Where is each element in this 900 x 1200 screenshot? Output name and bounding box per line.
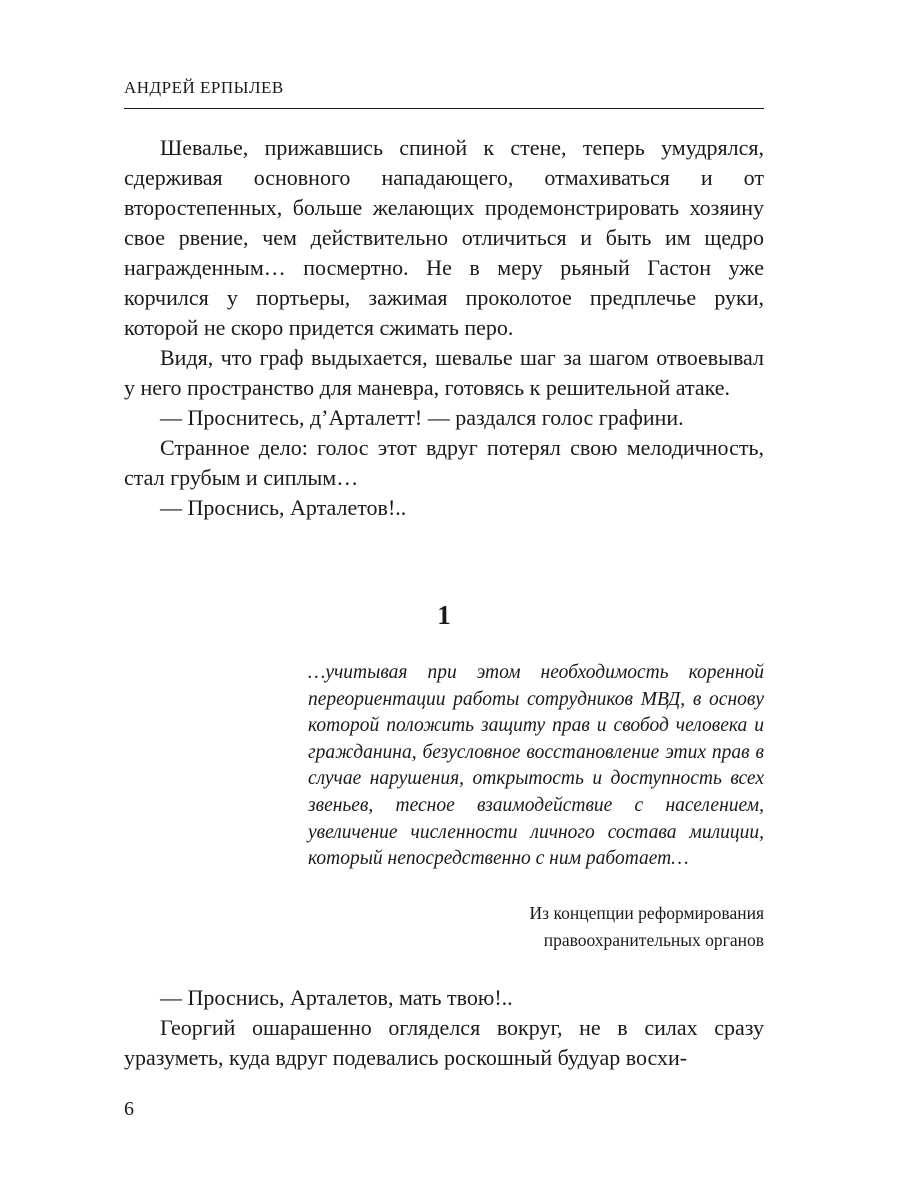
running-head-author: АНДРЕЙ ЕРПЫЛЕВ <box>124 78 284 97</box>
epigraph-text: …учитывая при этом необходимость коренной переориентации работы сотрудников МВД, в основу которой положить защиту прав и свобод человека и гражданина, безусловное восстановление этих прав в случае нарушения, открытость и доступность всех звеньев, тесное взаимодействие с населением, увеличение численности личного состава милиции, который непосредственно с ним работает… <box>308 662 764 870</box>
paragraph: Георгий ошарашенно огляделся вокруг, не в силах сразу уразуметь, куда вдруг подевались роскошный будуар восхи- <box>124 1015 764 1070</box>
epigraph-source-line: правоохранительных органов <box>543 930 764 950</box>
paragraph: Странное дело: голос этот вдруг потерял свою мелодичность, стал грубым и сиплым… <box>124 435 764 490</box>
paragraph: — Проснись, Арталетов!.. <box>160 495 407 520</box>
header-rule <box>124 108 764 109</box>
body-text-bottom <box>124 983 764 1073</box>
paragraph: — Проснитесь, д’Арталетт! — раздался голос графини. <box>160 405 684 430</box>
page-number: 6 <box>124 1098 134 1120</box>
epigraph <box>308 660 764 873</box>
paragraph: — Проснись, Арталетов, мать твою!.. <box>160 985 513 1010</box>
chapter-number: 1 <box>437 600 451 630</box>
body-text-top <box>124 133 764 523</box>
epigraph-source-line: Из концепции реформирования <box>529 903 764 923</box>
paragraph: Шевалье, прижавшись спиной к стене, теперь умудрялся, сдерживая основного нападающего, отмахиваться и от второстепенных, больше желающих продемонстрировать хозяину свое рвение, чем действительно отличиться и быть им щедро награжденным… посмертно. Не в меру рьяный Гастон уже корчился у портьеры, зажимая проколотое предплечье руки, которой не скоро придется сжимать перо. <box>124 135 764 340</box>
epigraph-source <box>308 900 764 954</box>
paragraph: Видя, что граф выдыхается, шевалье шаг за шагом отвоевывал у него пространство для маневра, готовясь к решительной атаке. <box>124 345 764 400</box>
